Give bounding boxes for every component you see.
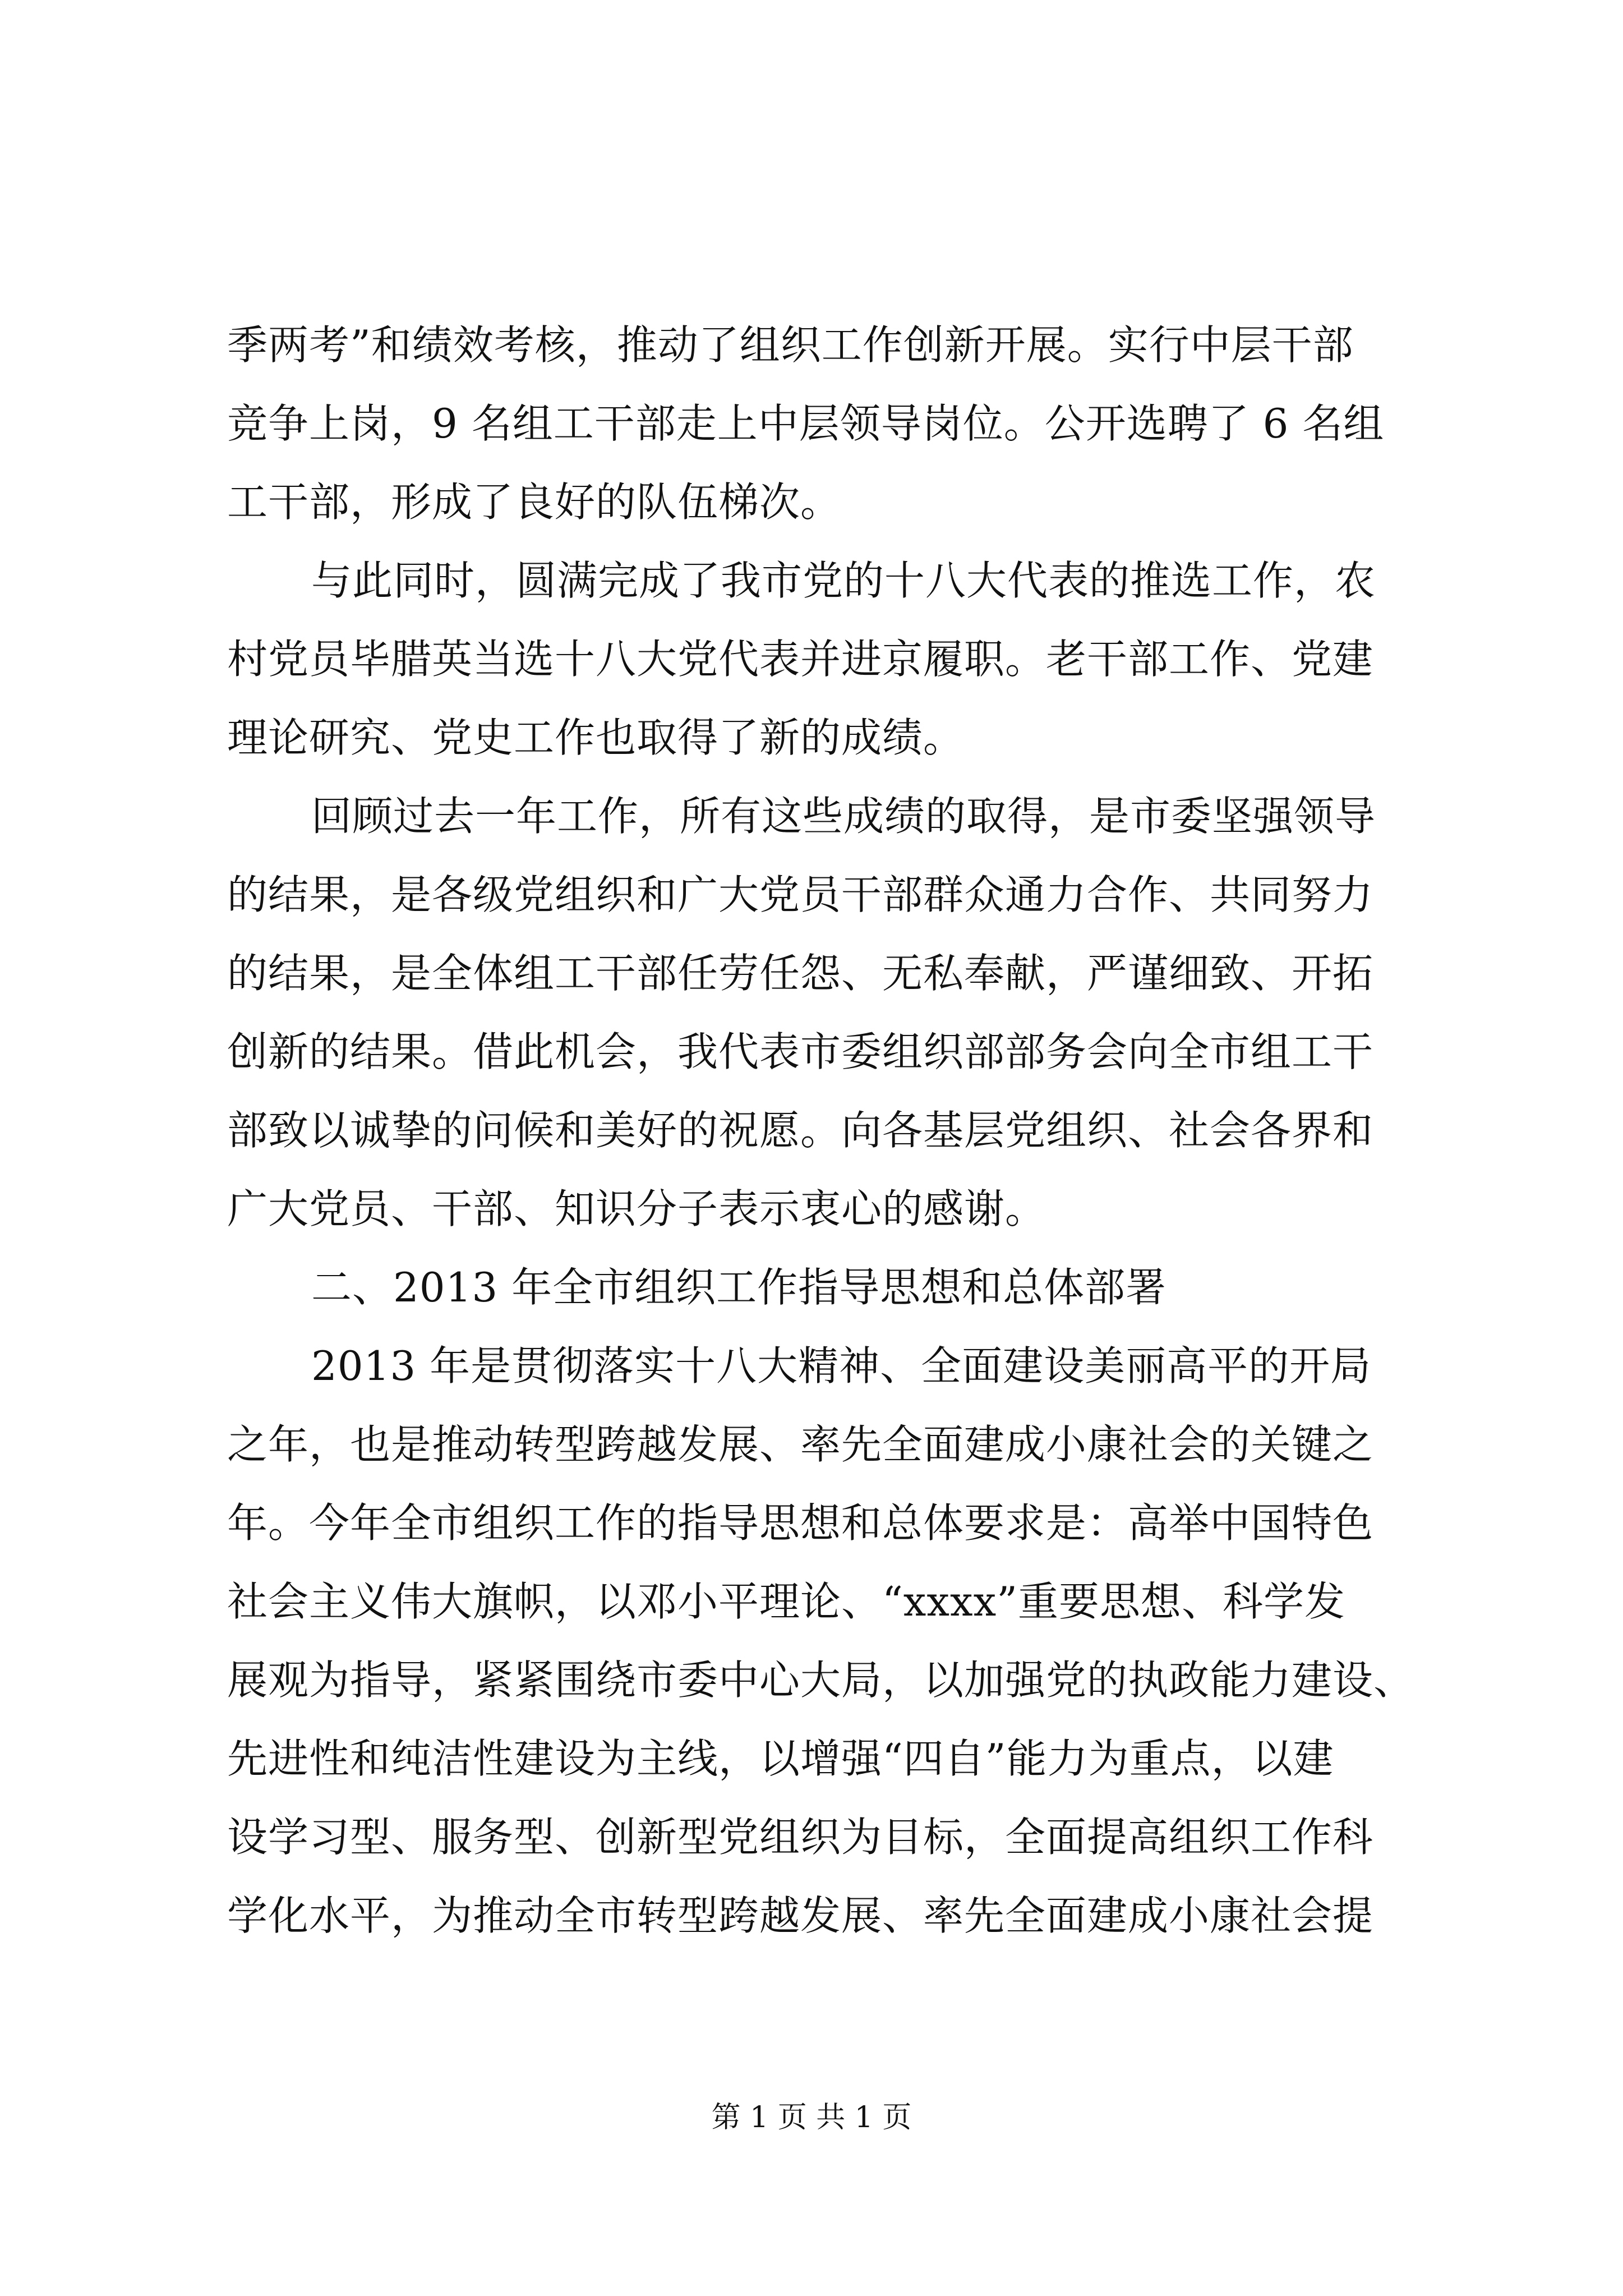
- paragraph-first-line: 回顾过去一年工作，所有这些成绩的取得，是市委坚强领导: [311, 793, 1376, 840]
- text-line: 之年，也是推动转型跨越发展、率先全面建成小康社会的关键之: [227, 1421, 1374, 1468]
- section-heading: 二、2013 年全市组织工作指导思想和总体部署: [311, 1264, 1167, 1311]
- paragraph-first-line: 与此同时，圆满完成了我市党的十八大代表的推选工作，农: [311, 557, 1376, 604]
- text-line: 村党员毕腊英当选十八大党代表并进京履职。老干部工作、党建: [227, 636, 1374, 683]
- text-line: 年。今年全市组织工作的指导思想和总体要求是：高举中国特色: [227, 1499, 1374, 1547]
- text-line: 的结果，是全体组工干部任劳任怨、无私奉献，严谨细致、开拓: [227, 950, 1374, 997]
- text-line: 部致以诚挚的问候和美好的祝愿。向各基层党组织、社会各界和: [227, 1107, 1374, 1154]
- text-line: 竞争上岗，9 名组工干部走上中层领导岗位。公开选聘了 6 名组: [227, 400, 1385, 447]
- text-line: 先进性和纯洁性建设为主线，以增强“四自”能力为重点，以建: [227, 1735, 1334, 1782]
- text-line: 的结果，是各级党组织和广大党员干部群众通力合作、共同努力: [227, 871, 1374, 918]
- text-line: 设学习型、服务型、创新型党组织为目标，全面提高组织工作科: [227, 1814, 1374, 1861]
- text-line: 工干部，形成了良好的队伍梯次。: [227, 478, 842, 526]
- text-line: 社会主义伟大旗帜，以邓小平理论、“xxxx”重要思想、科学发: [227, 1578, 1346, 1625]
- paragraph-first-line: 2013 年是贯彻落实十八大精神、全面建设美丽高平的开局: [311, 1342, 1372, 1389]
- text-line: 展观为指导，紧紧围绕市委中心大局，以加强党的执政能力建设、: [227, 1657, 1415, 1704]
- text-line: 创新的结果。借此机会，我代表市委组织部部务会向全市组工干: [227, 1028, 1374, 1075]
- text-line: 理论研究、党史工作也取得了新的成绩。: [227, 714, 965, 761]
- text-line: 学化水平，为推动全市转型跨越发展、率先全面建成小康社会提: [227, 1892, 1374, 1939]
- text-line: 广大党员、干部、知识分子表示衷心的感谢。: [227, 1185, 1046, 1232]
- text-line: 季两考”和绩效考核，推动了组织工作创新开展。实行中层干部: [227, 321, 1354, 369]
- page-number-footer: 第 1 页 共 1 页: [711, 2101, 912, 2134]
